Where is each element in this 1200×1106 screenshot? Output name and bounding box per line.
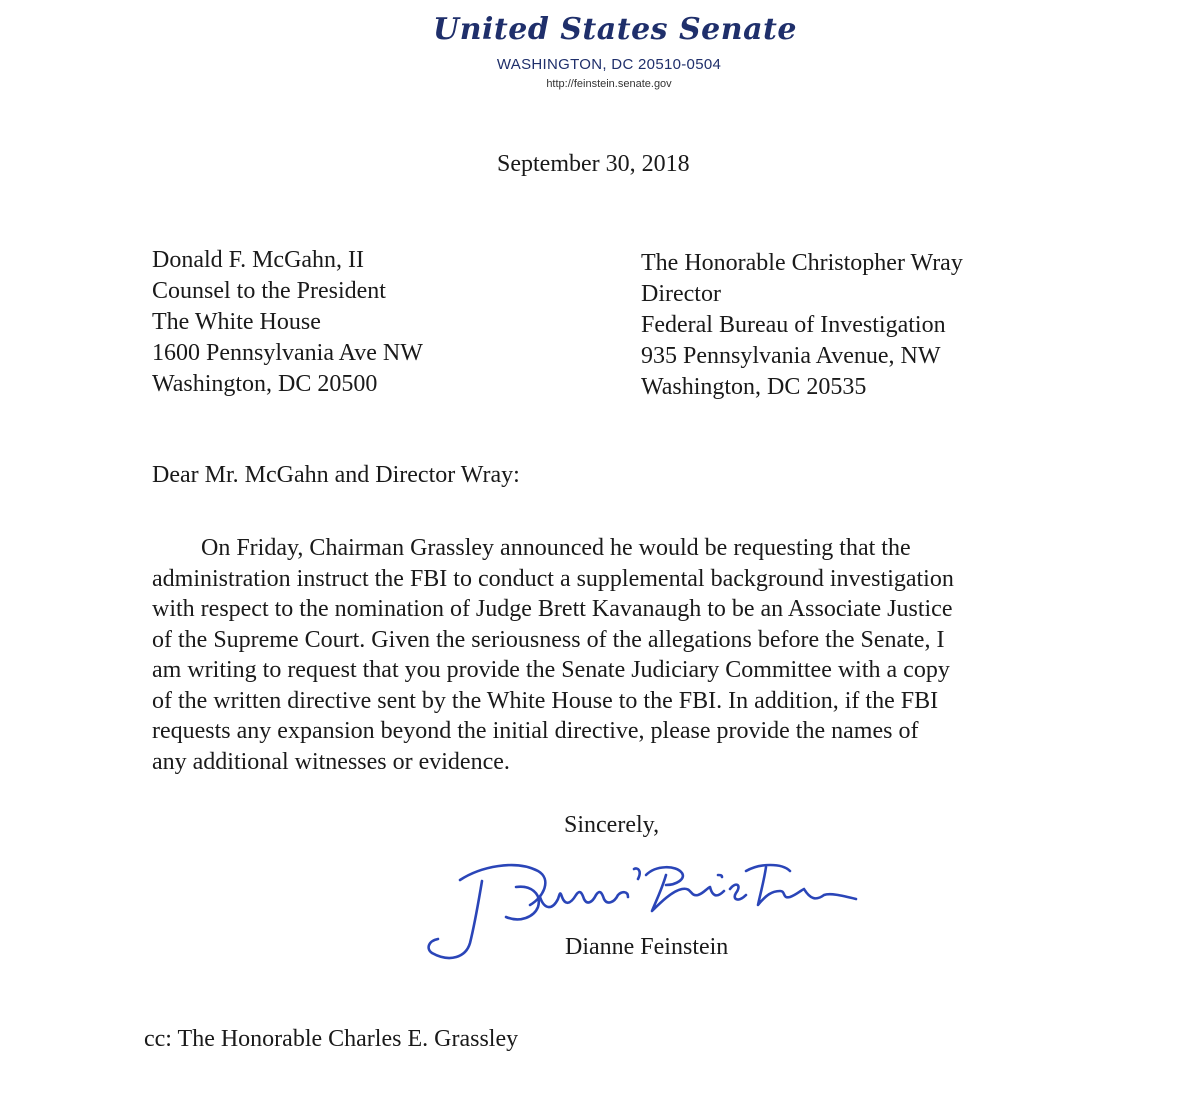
- body-line: with respect to the nomination of Judge Brett Kavanaugh to be an Associate Justice: [152, 596, 953, 622]
- letterhead-address: WASHINGTON, DC 20510-0504: [496, 56, 722, 73]
- body-line: of the written directive sent by the White House to the FBI. In addition, if the FBI: [152, 687, 939, 714]
- recipient-line: Federal Bureau of Investigation: [641, 312, 946, 338]
- recipient-block-wray: [641, 248, 963, 403]
- recipient-line: Counsel to the President: [152, 278, 386, 304]
- recipient-line: The Honorable Christopher Wray: [641, 250, 963, 276]
- body-line: requests any expansion beyond the initial directive, please provide the names of: [152, 718, 919, 744]
- cc-line: cc: The Honorable Charles E. Grassley: [144, 1026, 519, 1052]
- body-line: am writing to request that you provide the Senate Judiciary Committee with a copy: [152, 657, 950, 683]
- recipient-block-mcgahn: [152, 245, 423, 400]
- recipient-line: Donald F. McGahn, II: [152, 247, 365, 273]
- recipient-line: Washington, DC 20500: [152, 371, 378, 397]
- recipient-line: 1600 Pennsylvania Ave NW: [152, 340, 423, 366]
- body-line: administration instruct the FBI to conduct a supplemental background investigation: [152, 565, 954, 592]
- body-line: On Friday, Chairman Grassley announced he would be requesting that the: [201, 535, 911, 561]
- recipient-line: The White House: [152, 309, 321, 335]
- letterhead-title: United States Senate: [433, 12, 797, 47]
- recipient-line: 935 Pennsylvania Avenue, NW: [641, 343, 941, 369]
- letterhead-url: http://feinstein.senate.gov: [546, 78, 672, 90]
- body-line: of the Supreme Court. Given the seriousness of the allegations before the Senate, I: [152, 626, 945, 653]
- salutation: Dear Mr. McGahn and Director Wray:: [152, 462, 520, 488]
- closing: Sincerely,: [564, 812, 660, 838]
- body-line: any additional witnesses or evidence.: [152, 748, 510, 775]
- body-paragraph: [152, 533, 1032, 777]
- recipient-line: Director: [641, 281, 721, 307]
- letter-date: September 30, 2018: [497, 151, 690, 177]
- signer-name: Dianne Feinstein: [565, 934, 729, 960]
- recipient-line: Washington, DC 20535: [641, 374, 867, 400]
